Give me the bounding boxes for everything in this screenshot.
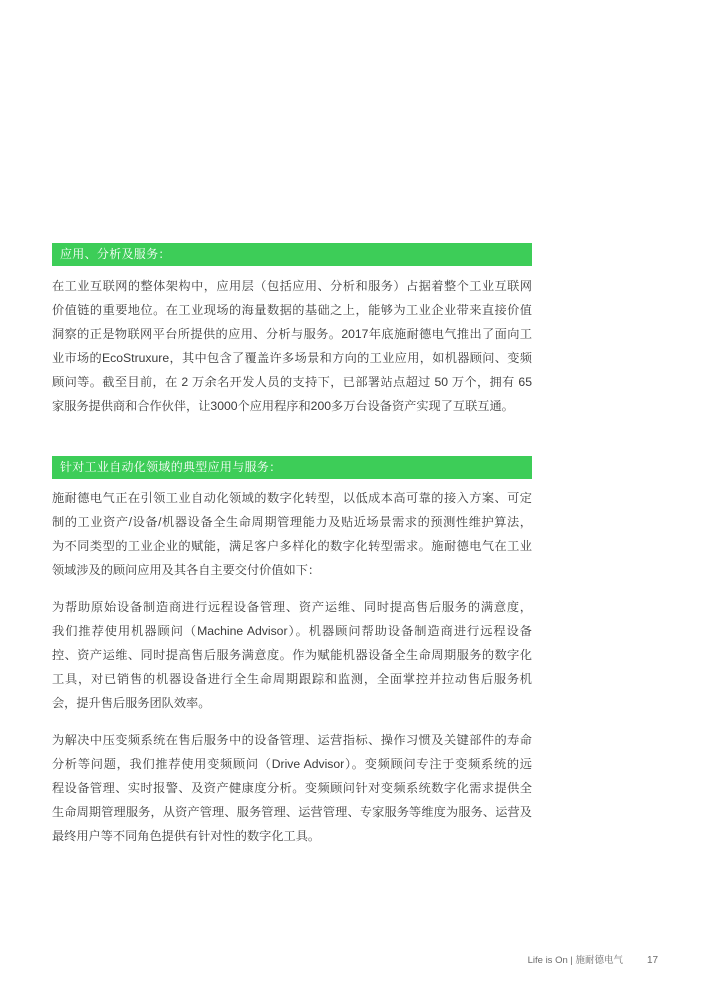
paragraph-line: 控、资产运维、同时提高售后服务满意度。作为赋能机器设备全生命周期服务的数字化: [52, 648, 532, 662]
paragraph-line: 生命周期管理服务，从资产管理、服务管理、运营管理、专家服务等维度为服务、运营及: [52, 805, 532, 819]
paragraph-line: 程设备管理、实时报警、及资产健康度分析。变频顾问针对变频系统数字化需求提供全: [52, 781, 532, 795]
footer-brand: Life is On | 施耐德电气: [527, 955, 623, 966]
paragraph-line: 家服务提供商和合作伙伴，让3000个应用程序和200多万台设备资产实现了互联互通。: [52, 399, 514, 413]
page-number: 17: [647, 955, 659, 966]
paragraph-line: 分析等问题，我们推荐使用变频顾问（Drive Advisor）。变频顾问专注于变频系统的远: [52, 757, 532, 771]
paragraph-line: 我们推荐使用机器顾问（Machine Advisor）。机器顾问帮助设备制造商进行远程设备: [52, 624, 532, 638]
paragraph: [52, 728, 532, 848]
paragraph-line: 为帮助原始设备制造商进行远程设备管理、资产运维、同时提高售后服务的满意度，: [52, 600, 532, 614]
paragraph-line: 施耐德电气正在引领工业自动化领域的数字化转型，以低成本高可靠的接入方案、可定: [52, 491, 532, 505]
paragraph-line: 业市场的EcoStruxure，其中包含了覆盖许多场景和方向的工业应用，如机器顾问、变频: [52, 351, 532, 365]
paragraph-line: 工具，对已销售的机器设备进行全生命周期跟踪和监测，全面掌控并拉动售后服务机: [52, 672, 532, 686]
paragraph: [52, 595, 532, 715]
paragraph: [52, 486, 532, 582]
paragraph: [52, 274, 532, 418]
paragraph-line: 在工业互联网的整体架构中，应用层（包括应用、分析和服务）占据着整个工业互联网: [52, 279, 532, 293]
paragraph-line: 为不同类型的工业企业的赋能，满足客户多样化的数字化转型需求。施耐德电气在工业: [52, 539, 532, 553]
paragraph-line: 洞察的正是物联网平台所提供的应用、分析与服务。2017年底施耐德电气推出了面向工: [52, 327, 532, 341]
section-heading: 针对工业自动化领域的典型应用与服务：: [52, 456, 532, 479]
paragraph-line: 价值链的重要地位。在工业现场的海量数据的基础之上，能够为工业企业带来直接价值: [52, 303, 532, 317]
section-heading: 应用、分析及服务：: [52, 243, 532, 266]
paragraph-line: 领域涉及的顾问应用及其各自主要交付价值如下：: [52, 563, 321, 577]
paragraph-line: 顾问等。截至目前，在 2 万余名开发人员的支持下，已部署站点超过 50 万个，拥有 65: [52, 375, 532, 389]
paragraph-line: 为解决中压变频系统在售后服务中的设备管理、运营指标、操作习惯及关键部件的寿命: [52, 733, 532, 747]
paragraph-line: 最终用户等不同角色提供有针对性的数字化工具。: [52, 829, 321, 843]
paragraph-line: 会，提升售后服务团队效率。: [52, 696, 211, 710]
paragraph-line: 制的工业资产/设备/机器设备全生命周期管理能力及贴近场景需求的预测性维护算法，: [52, 515, 532, 529]
